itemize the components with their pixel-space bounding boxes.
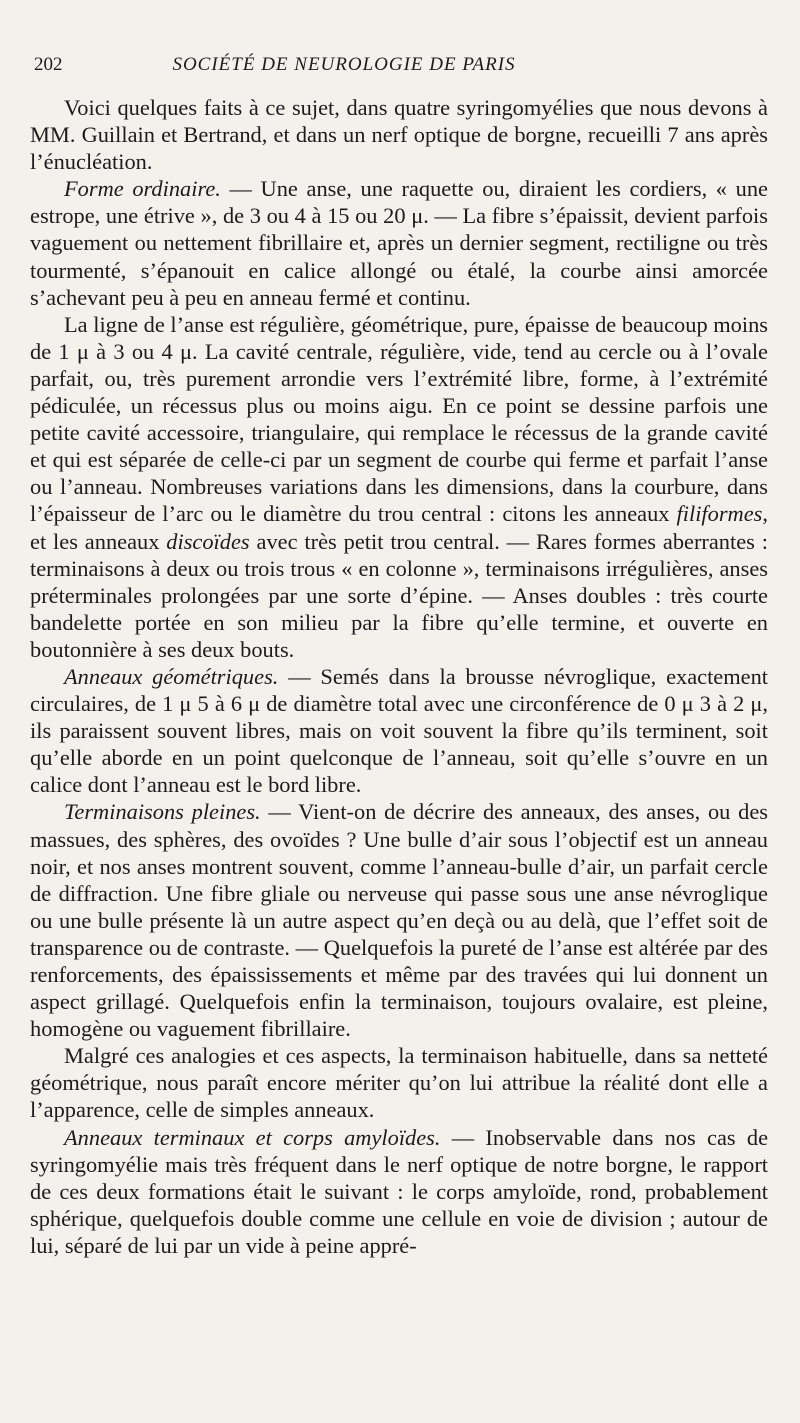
paragraph-anneaux-terminaux [30, 1124, 768, 1259]
paragraph-anneaux-terminaux-title: Anneaux terminaux et corps amyloïdes. [64, 1124, 441, 1150]
paragraph-intro [30, 94, 768, 175]
paragraph-forme-ordinaire-title: Forme ordinaire. [64, 176, 221, 202]
paragraph-terminaisons-pleines [30, 798, 768, 1042]
running-title: SOCIÉTÉ DE NEUROLOGIE DE PARIS [172, 54, 516, 75]
paragraph-anneaux-geometriques-text: — Semés dans la brousse névroglique, exactement circulaires, de 1 μ 5 à 6 μ de diamètre total avec une circonférence de 0 μ 3 à 2 μ, ils paraissent souvent libres, mais on voit souvent la fibre qu’ils terminent, soit qu’elle aborde en un point quelconque de l’anneau, soit qu’elle s’ouvre en un calice dont l’anneau est le bord libre. [30, 663, 769, 798]
paragraph-forme-ordinaire-text: — Une anse, une raquette ou, diraient les cordiers, « une estrope, une étrive », de 3 ou 4 à 15 ou 20 μ. — La fibre s’épaissit, devient parfois vaguement ou nettement fibrillaire et, après un dernier segment, rectiligne ou très tourmenté, s’épanouit en calice allongé ou étalé, la courbe ainsi amorcée s’achevant peu à peu en anneau fermé et continu. [30, 176, 768, 310]
term-discoides: discoïdes [166, 528, 250, 554]
paragraph-ligne-anse-text-2: , et les anneaux [30, 501, 768, 554]
paragraph-terminaisons-pleines-text: — Vient-on de décrire des anneaux, des anses, ou des massues, des sphères, des ovoïdes ? Une bulle d’air sous l’objectif est un anneau noir, et nos anses montrent souvent, comme l’anneau-bulle d’air, un parfait cercle de diffraction. Une fibre gliale ou nerveuse qui passe sous une anse névroglique ou une bulle présente là un autre aspect qu’en deçà ou au delà, que l’effet soit de transparence ou de contraste. — Quelquefois la pureté de l’anse est altérée par des renforcements, des épaississements et même par des travées qui lui donnent un aspect grillagé. Quelquefois enfin la terminaison, toujours ovalaire, est pleine, homogène ou vaguement fibrillaire. [30, 799, 768, 1042]
paragraph-malgre [30, 1042, 768, 1123]
paragraph-anneaux-geometriques-title: Anneaux géométriques. [64, 663, 279, 689]
paragraph-intro-text: Voici quelques faits à ce sujet, dans quatre syringomyélies que nous devons à MM. Guillain et Bertrand, et dans un nerf optique de borgne, recueilli 7 ans après l’énucléation. [30, 95, 768, 175]
paragraph-ligne-anse-text-1: La ligne de l’anse est régulière, géométrique, pure, épaisse de beaucoup moins de 1 μ à 3 ou 4 μ. La cavité centrale, régulière, vide, tend au cercle ou à l’ovale parfait, ou, très purement arrondie vers l’extrémité libre, forme, à l’extrémité pédiculée, un récessus plus ou moins aigu. En ce point se dessine parfois une petite cavité accessoire, triangulaire, qui remplace le récessus de la grande cavité et qui est séparée de celle-ci par un segment de courbe qui ferme et parfait l’anse ou l’anneau. Nombreuses variations dans les dimensions, dans la courbure, dans l’épaisseur de l’arc ou le diamètre du trou central : citons les anneaux [30, 311, 768, 527]
paragraph-anneaux-geometriques [30, 663, 768, 798]
page-number: 202 [34, 54, 63, 75]
paragraph-ligne-anse-text-3: avec très petit trou central. — Rares formes aberrantes : terminaisons à deux ou trois trous « en colonne », terminaisons irrégulières, anses préterminales prolongées par une sorte d’épine. — Anses doubles : très courte bandelette portée en son milieu par la fibre qu’elle termine, et ouverte en boutonnière à ses deux bouts. [30, 528, 768, 662]
paragraph-ligne-anse [30, 311, 768, 663]
paragraph-anneaux-terminaux-text: — Inobservable dans nos cas de syringomyélie mais très fréquent dans le nerf optique de notre borgne, le rapport de ces deux formations était le suivant : le corps amyloïde, rond, probablement sphérique, quelquefois double comme une cellule en voie de division ; autour de lui, séparé de lui par un vide à peine appré- [30, 1124, 769, 1258]
paragraph-terminaisons-pleines-title: Terminaisons pleines. [64, 799, 261, 825]
paragraph-malgre-text: Malgré ces analogies et ces aspects, la terminaison habituelle, dans sa netteté géométrique, nous paraît encore mériter qu’on lui attribue la réalité dont elle a l’apparence, celle de simples anneaux. [30, 1043, 768, 1123]
body-text [30, 94, 768, 1259]
page-header [34, 54, 594, 84]
paragraph-forme-ordinaire [30, 175, 768, 310]
term-filiformes: filiformes [676, 501, 763, 527]
